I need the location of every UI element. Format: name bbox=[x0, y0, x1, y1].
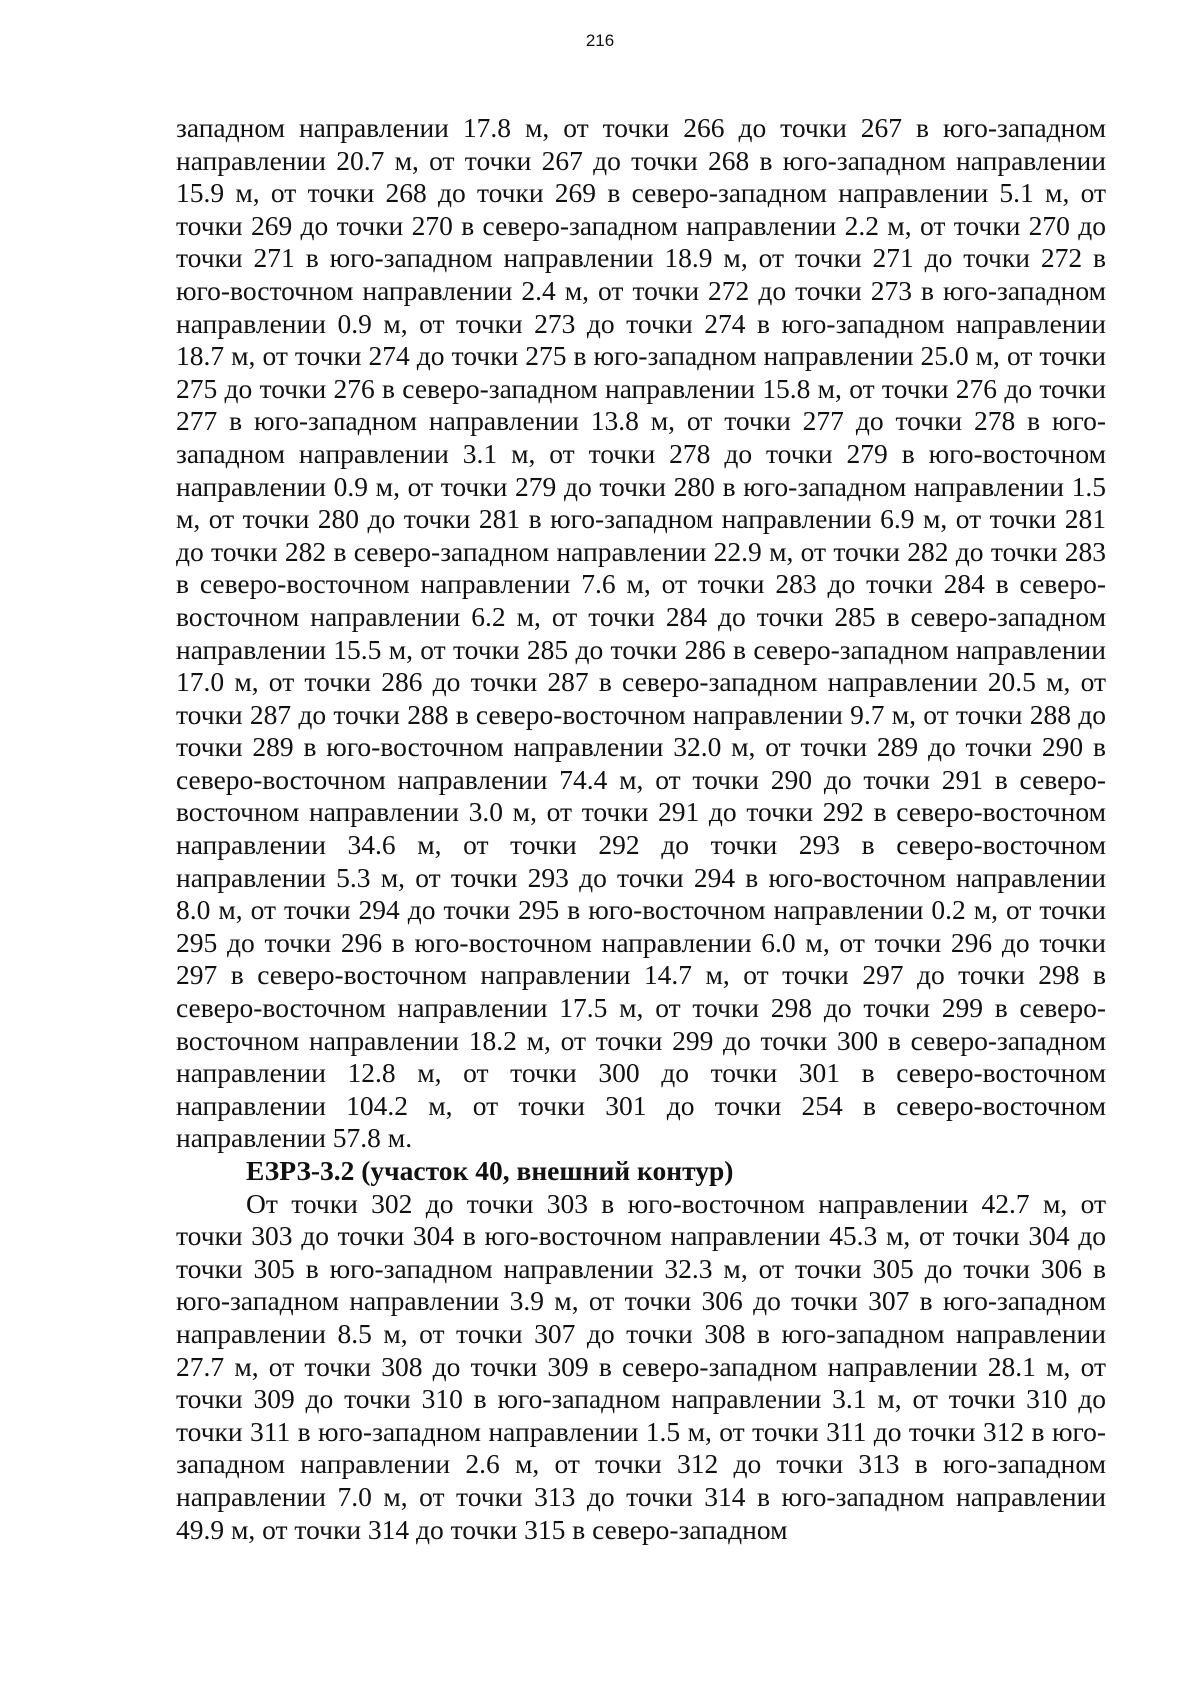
continuation-paragraph: западном направлении 17.8 м, от точки 266 до точки 267 в юго-западном направлении 20.7 м, от точки 267 до точки 268 в юго-западном направлении 15.9 м, от точки 268 до точки 269 в северо-западном направлении 5.1 м, от точки 269 до точки 270 в северо-западном направлении 2.2 м, от точки 270 до точки 271 в юго-западном направлении 18.9 м, от точки 271 до точки 272 в юго-восточном направлении 2.4 м, от точки 272 до точки 273 в юго-западном направлении 0.9 м, от точки 273 до точки 274 в юго-западном направлении 18.7 м, от точки 274 до точки 275 в юго-западном направлении 25.0 м, от точки 275 до точки 276 в северо-западном направлении 15.8 м, от точки 276 до точки 277 в юго-западном направлении 13.8 м, от точки 277 до точки 278 в юго-западном направлении 3.1 м, от точки 278 до точки 279 в юго-восточном направлении 0.9 м, от точки 279 до точки 280 в юго-западном направлении 1.5 м, от точки 280 до точки 281 в юго-западном направлении 6.9 м, от точки 281 до точки 282 в северо-западном направлении 22.9 м, от точки 282 до точки 283 в северо-восточном направлении 7.6 м, от точки 283 до точки 284 в северо-восточном направлении 6.2 м, от точки 284 до точки 285 в северо-западном направлении 15.5 м, от точки 285 до точки 286 в северо-западном направлении 17.0 м, от точки 286 до точки 287 в северо-западном направлении 20.5 м, от точки 287 до точки 288 в северо-восточном направлении 9.7 м, от точки 288 до точки 289 в юго-восточном направлении 32.0 м, от точки 289 до точки 290 в северо-восточном направлении 74.4 м, от точки 290 до точки 291 в северо-восточном направлении 3.0 м, от точки 291 до точки 292 в северо-восточном направлении 34.6 м, от точки 292 до точки 293 в северо-восточном направлении 5.3 м, от точки 293 до точки 294 в юго-восточном направлении 8.0 м, от точки 294 до точки 295 в юго-восточном направлении 0.2 м, от точки 295 до точки 296 в юго-восточном направлении 6.0 м, от точки 296 до точки 297 в северо-восточном направлении 14.7 м, от точки 297 до точки 298 в северо-восточном направлении 17.5 м, от точки 298 до точки 299 в северо-восточном направлении 18.2 м, от точки 299 до точки 300 в северо-западном направлении 12.8 м, от точки 300 до точки 301 в северо-восточном направлении 104.2 м, от точки 301 до точки 254 в северо-восточном направлении 57.8 м. bbox=[176, 112, 1106, 1154]
page-number: 216 bbox=[585, 31, 615, 50]
section-paragraph: От точки 302 до точки 303 в юго-восточном направлении 42.7 м, от точки 303 до точки 304 в юго-восточном направлении 45.3 м, от точки 304 до точки 305 в юго-западном направлении 32.3 м, от точки 305 до точки 306 в юго-западном направлении 3.9 м, от точки 306 до точки 307 в юго-западном направлении 8.5 м, от точки 307 до точки 308 в юго-западном направлении 27.7 м, от точки 308 до точки 309 в северо-западном направлении 28.1 м, от точки 309 до точки 310 в юго-западном направлении 3.1 м, от точки 310 до точки 311 в юго-западном направлении 1.5 м, от точки 311 до точки 312 в юго-западном направлении 2.6 м, от точки 312 до точки 313 в юго-западном направлении 7.0 м, от точки 313 до точки 314 в юго-западном направлении 49.9 м, от точки 314 до точки 315 в северо-западном bbox=[176, 1187, 1106, 1545]
document-body bbox=[176, 112, 1106, 1546]
section-heading: ЕЗРЗ-3.2 (участок 40, внешний контур) bbox=[246, 1155, 734, 1186]
